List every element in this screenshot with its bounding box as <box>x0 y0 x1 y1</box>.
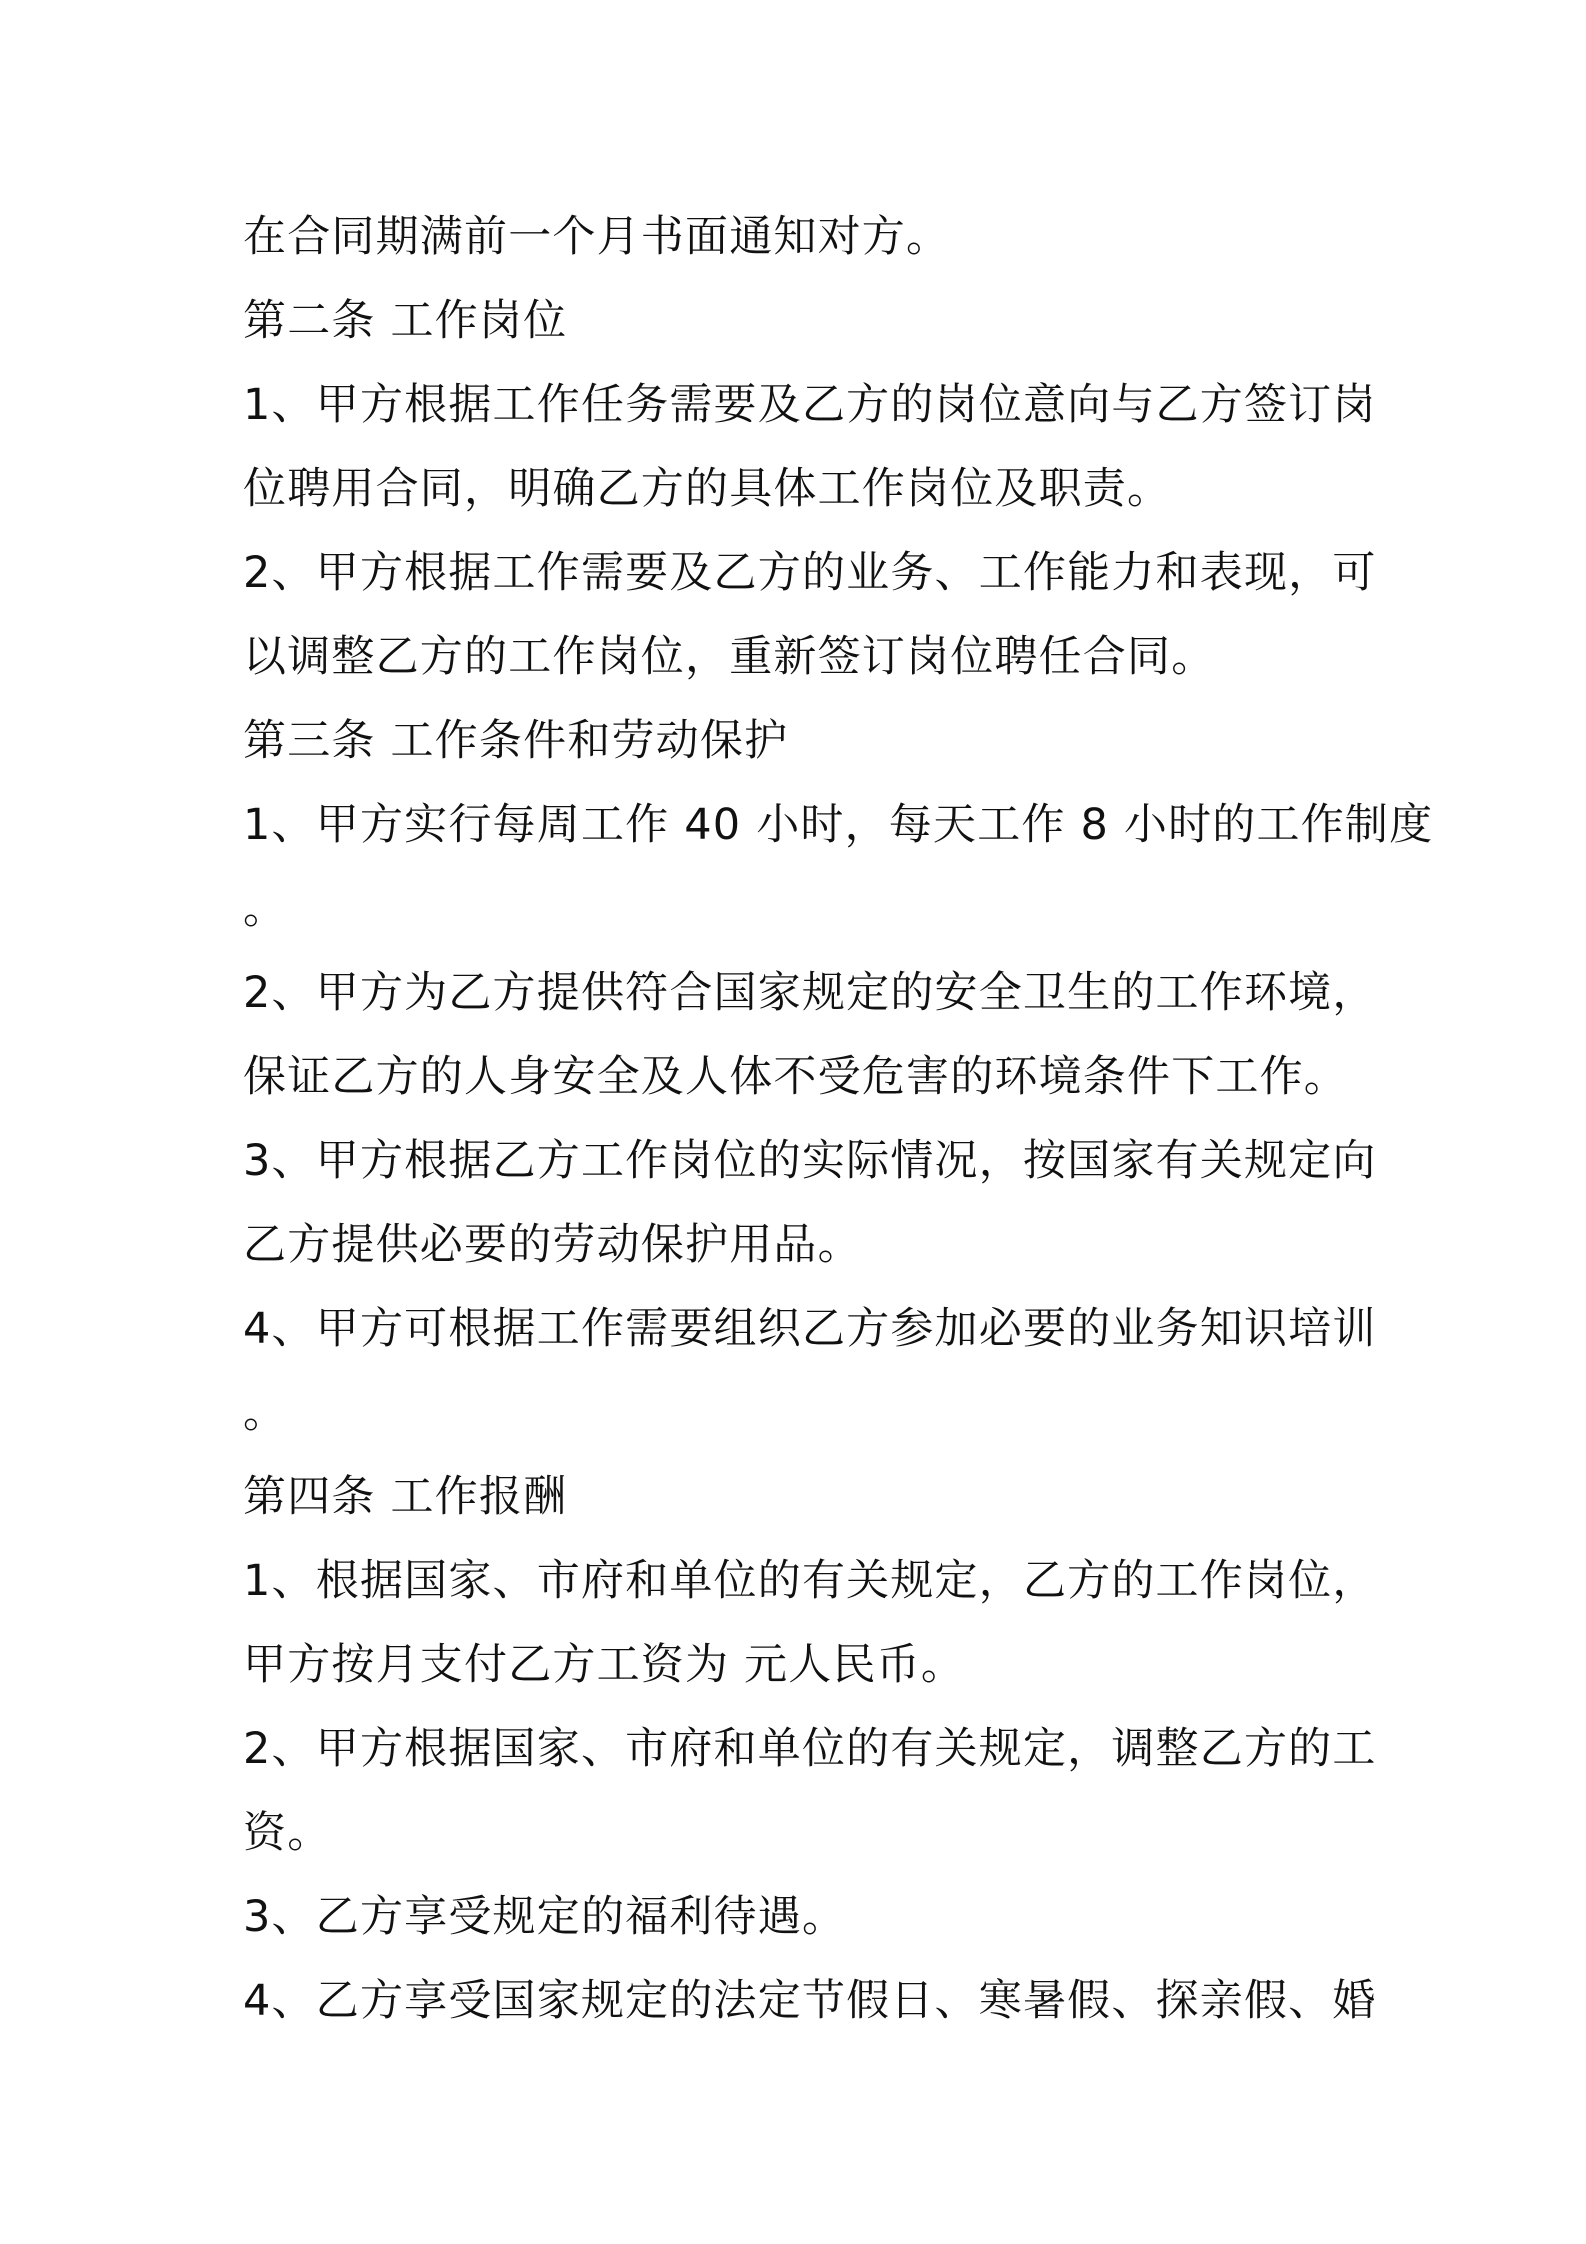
text-line-11: 保证乙方的人身安全及人体不受危害的环境条件下工作。 <box>243 1052 1348 1102</box>
text-line-15: 。 <box>243 1388 288 1438</box>
text-line-13: 乙方提供必要的劳动保护用品。 <box>243 1220 862 1270</box>
text-line-5: 2、甲方根据工作需要及乙方的业务、工作能力和表现，可 <box>243 548 1377 598</box>
text-line-18: 甲方按月支付乙方工资为 元人民币。 <box>243 1640 966 1690</box>
text-line-12: 3、甲方根据乙方工作岗位的实际情况，按国家有关规定向 <box>243 1136 1377 1186</box>
section-heading-2: 第二条 工作岗位 <box>243 296 568 346</box>
text-line-17: 1、根据国家、市府和单位的有关规定，乙方的工作岗位， <box>243 1556 1377 1606</box>
section-heading-4: 第四条 工作报酬 <box>243 1472 568 1522</box>
text-line-1: 在合同期满前一个月书面通知对方。 <box>243 212 951 262</box>
text-line-14: 4、甲方可根据工作需要组织乙方参加必要的业务知识培训 <box>243 1304 1377 1354</box>
text-line-21: 3、乙方享受规定的福利待遇。 <box>243 1892 847 1942</box>
text-line-22: 4、乙方享受国家规定的法定节假日、寒暑假、探亲假、婚 <box>243 1976 1377 2026</box>
text-line-10: 2、甲方为乙方提供符合国家规定的安全卫生的工作环境， <box>243 968 1377 1018</box>
contract-text-block <box>243 195 1434 2043</box>
text-line-4: 位聘用合同，明确乙方的具体工作岗位及职责。 <box>243 464 1172 514</box>
text-line-9: 。 <box>243 884 288 934</box>
text-line-3: 1、甲方根据工作任务需要及乙方的岗位意向与乙方签订岗 <box>243 380 1377 430</box>
text-line-19: 2、甲方根据国家、市府和单位的有关规定，调整乙方的工 <box>243 1724 1377 1774</box>
text-line-6: 以调整乙方的工作岗位，重新签订岗位聘任合同。 <box>243 632 1216 682</box>
text-line-8: 1、甲方实行每周工作 40 小时，每天工作 8 小时的工作制度 <box>243 800 1434 850</box>
section-heading-3: 第三条 工作条件和劳动保护 <box>243 716 789 766</box>
text-line-20: 资。 <box>243 1808 332 1858</box>
